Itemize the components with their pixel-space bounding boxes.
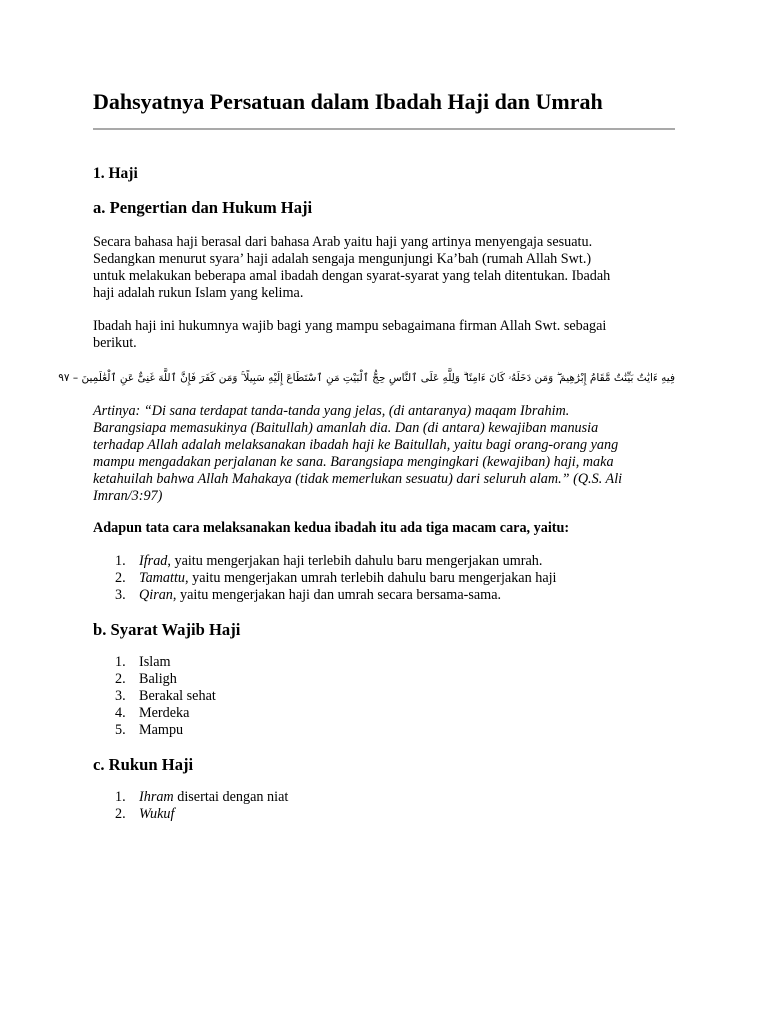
paragraph-definition <box>93 234 673 302</box>
ways-list <box>93 553 557 604</box>
list-item <box>93 806 288 823</box>
list-text: Mampu <box>139 722 184 738</box>
list-number: 2. <box>115 671 126 687</box>
translation-line: Barangsiapa memasukinya (Baitullah) amanlah dia. Dan (di antara) kewajiban manusia <box>93 420 599 436</box>
list-item <box>93 688 216 705</box>
list-text: Merdeka <box>139 705 190 721</box>
list-term: Wukuf <box>139 806 175 822</box>
list-text: Baligh <box>139 671 177 687</box>
list-number: 1. <box>115 553 126 569</box>
list-term: Ihram <box>139 789 174 805</box>
verse-translation <box>93 403 673 505</box>
list-text: Islam <box>139 654 171 670</box>
list-text: , yaitu mengerjakan haji terlebih dahulu baru mengerjakan umrah. <box>167 553 543 569</box>
arabic-verse: فِيهِ ءَايَٰتٌ بَيِّنَٰتٌ مَّقَامُ إِبْرَٰهِيمَ ۖ وَمَن دَخَلَهُۥ كَانَ ءَامِنًا ۗ وَلِلَّهِ عَلَى ٱلنَّاسِ حِجُّ ٱلْبَيْتِ مَنِ ٱسْتَطَاعَ إِلَيْهِ سَبِيلًا ۚ وَمَن كَفَرَ فَإِنَّ ٱللَّهَ غَنِىٌّ عَنِ ٱلْعَٰلَمِينَ – ٩٧ <box>58 372 675 384</box>
list-item <box>93 587 557 604</box>
list-number: 4. <box>115 705 126 721</box>
translation-line: terhadap Allah adalah melaksanakan ibadah haji ke Baitullah, yaitu bagi orang-orang yang <box>93 437 619 453</box>
paragraph-line: untuk melakukan beberapa amal ibadah dengan syarat-syarat yang telah ditentukan. Ibadah <box>93 268 611 284</box>
syarat-list <box>93 654 216 739</box>
list-term: Tamattu <box>139 570 185 586</box>
list-term: Qiran <box>139 587 173 603</box>
document-title: Dahsyatnya Persatuan dalam Ibadah Haji dan Umrah <box>93 89 603 114</box>
translation-line: ketahuilah bahwa Allah Mahakaya (tidak memerlukan sesuatu) dari seluruh alam.” (Q.S. Ali <box>93 471 623 487</box>
list-item <box>93 705 216 722</box>
list-item <box>93 570 557 587</box>
list-number: 2. <box>115 806 126 822</box>
list-number: 5. <box>115 722 126 738</box>
subheading-syarat: b. Syarat Wajib Haji <box>93 620 241 639</box>
paragraph-line: Ibadah haji ini hukumnya wajib bagi yang mampu sebagaimana firman Allah Swt. sebagai <box>93 318 607 334</box>
ways-heading: Adapun tata cara melaksanakan kedua ibadah itu ada tiga macam cara, yaitu: <box>93 520 570 536</box>
subheading-pengertian: a. Pengertian dan Hukum Haji <box>93 198 313 217</box>
list-number: 3. <box>115 587 126 603</box>
list-number: 1. <box>115 789 126 805</box>
subheading-rukun: c. Rukun Haji <box>93 755 194 774</box>
list-item <box>93 789 288 806</box>
paragraph-line: Sedangkan menurut syara’ haji adalah sengaja mengunjungi Ka’bah (rumah Allah Swt.) <box>93 251 592 267</box>
list-text: , yaitu mengerjakan umrah terlebih dahulu baru mengerjakan haji <box>185 570 557 586</box>
title-divider <box>93 128 675 130</box>
paragraph-line: haji adalah rukun Islam yang kelima. <box>93 285 304 301</box>
paragraph-obligation <box>93 318 673 352</box>
list-item <box>93 671 216 688</box>
translation-line: Imran/3:97) <box>93 488 163 504</box>
list-text: , yaitu mengerjakan haji dan umrah secara bersama-sama. <box>172 587 502 603</box>
rukun-list <box>93 789 288 823</box>
list-term: Ifrad <box>139 553 168 569</box>
list-number: 2. <box>115 570 126 586</box>
translation-line: mampu mengadakan perjalanan ke sana. Barangsiapa mengingkari (kewajiban) haji, maka <box>93 454 614 470</box>
list-item <box>93 553 557 570</box>
list-item <box>93 654 216 671</box>
list-text: disertai dengan niat <box>173 789 289 805</box>
paragraph-line: Secara bahasa haji berasal dari bahasa Arab yaitu haji yang artinya menyengaja sesuatu. <box>93 234 593 250</box>
translation-line: Artinya: “Di sana terdapat tanda-tanda yang jelas, (di antaranya) maqam Ibrahim. <box>93 403 570 419</box>
list-item <box>93 722 216 739</box>
section-heading-haji: 1. Haji <box>93 165 138 182</box>
paragraph-line: berikut. <box>93 335 137 351</box>
list-number: 1. <box>115 654 126 670</box>
list-text: Berakal sehat <box>139 688 216 704</box>
list-number: 3. <box>115 688 126 704</box>
